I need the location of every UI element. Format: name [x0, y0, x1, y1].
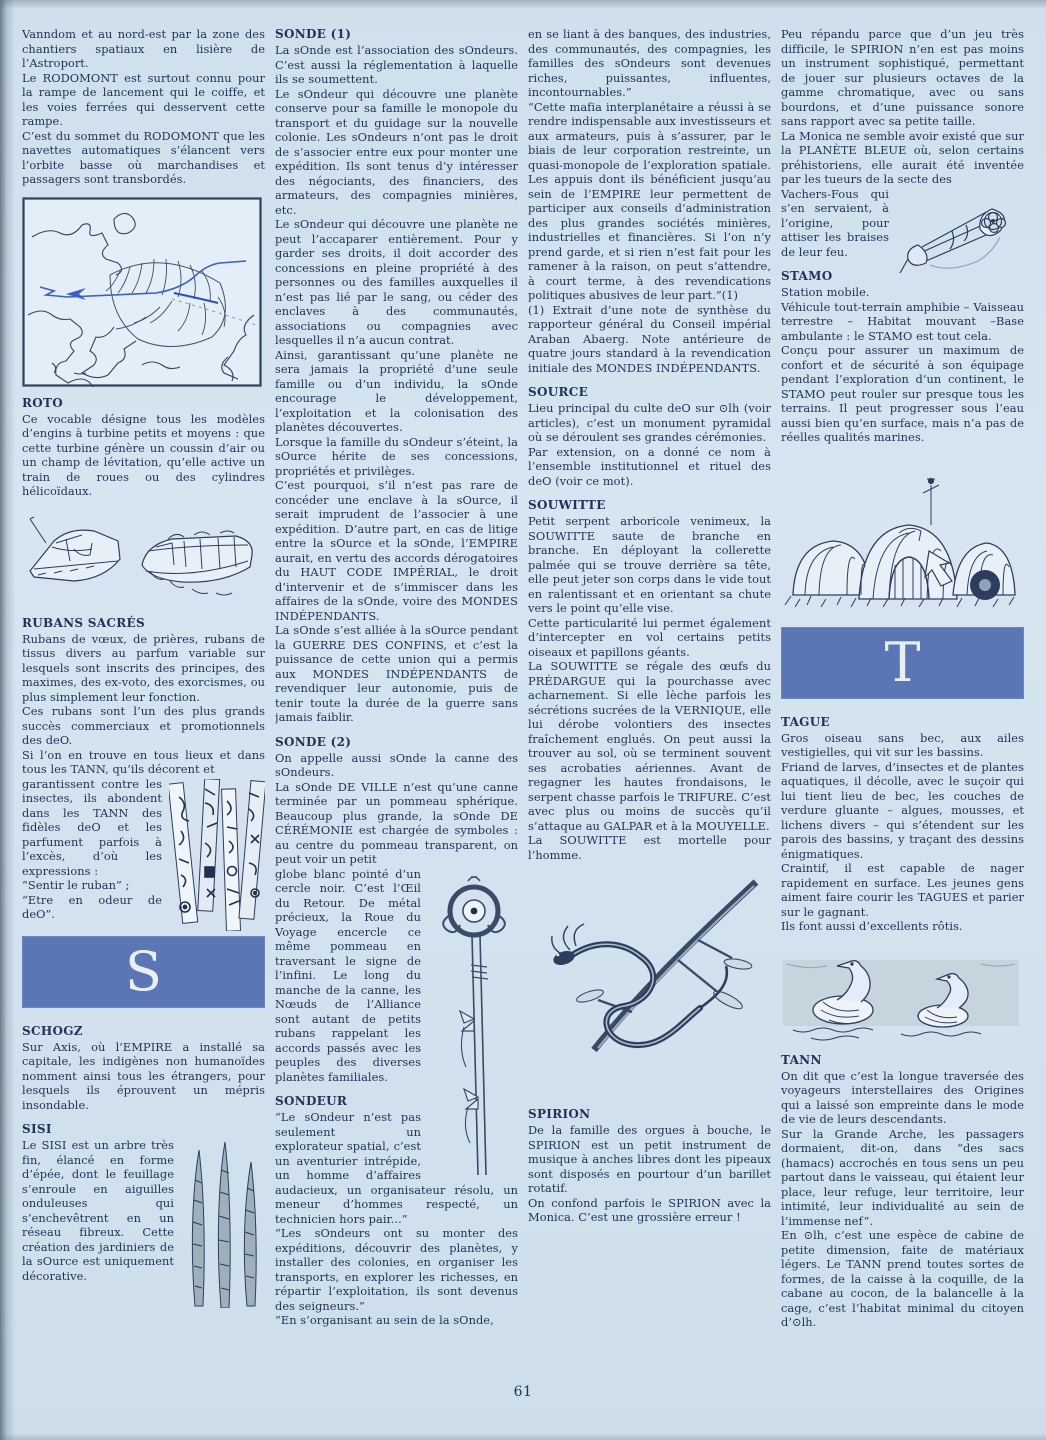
paragraph: On dit que c’est la longue traversée des voyageurs interstellaires des Origines qui a laissé son empreinte dans le mode de vie de leurs descendants.	[781, 1068, 1024, 1126]
paragraph: Vachers-Fous qui s’en servaient, à l’origine, pour attiser les braises de leur feu.	[781, 186, 889, 259]
entry-sonde-2	[275, 735, 518, 1085]
paragraph: Véhicule tout-terrain amphibie – Vaisseau terrestre – Habitat mouvant –Base ambulante : le STAMO est tout cela.	[781, 299, 1024, 343]
text-columns	[22, 27, 1024, 1413]
paragraph: C’est du sommet du RODOMONT que les navettes automatiques s’élancent vers l’orbite basse où marchandises et passagers sont transbordés.	[22, 128, 265, 186]
entry-sisi	[22, 1122, 265, 1283]
entry-tague	[781, 715, 1024, 934]
paragraph: La sOnde est l’association des sOndeurs. C’est aussi la réglementation à laquelle ils se soumettent.	[275, 43, 518, 86]
entry-title: SOUWITTE	[528, 498, 606, 512]
paragraph: “Etre en odeur de deO”.	[22, 892, 162, 921]
paragraph: La SOUWITTE est mortelle pour l’homme.	[528, 833, 771, 862]
letter-t: T	[884, 630, 921, 694]
entry-rubans-sacres	[22, 616, 265, 922]
ceremony-cane-illustration	[428, 869, 518, 1177]
paragraph: garantissent contre les insectes, ils abondent dans les TANN des fidèles deO et les parfument parfois à l’excès, d’où les expressions :	[22, 776, 162, 878]
roto-vehicles-illustration	[22, 509, 265, 607]
entry-roto	[22, 396, 265, 499]
paragraph: Le SISI est un arbre très fin, élancé en forme d’épée, dont le feuillage s’enroule en aiguilles onduleuses qui s’enchevêtrent en un réseau fibreux. Cette création des jardiniers de la sOurce est uniquement décorative.	[22, 1138, 174, 1283]
entry-title: SONDE (1)	[275, 27, 352, 41]
sacred-ribbons-illustration	[169, 779, 265, 931]
paragraph: Ce vocable désigne tous les modèles d’engins à turbine petits et moyens : que cette turbine génère un coussin d’air ou un champ de lévitation, qu’elle active un train de roues ou des cylindres hélicoïdaux.	[22, 411, 265, 498]
paragraph: Si l’on en trouve en tous lieux et dans tous les TANN, qu’ils décorent et	[22, 747, 265, 776]
entry-title: SOURCE	[528, 385, 589, 399]
scan-edge-bottom	[0, 1433, 1046, 1440]
paragraph: Lorsque la famille du sOndeur s’éteint, la sOurce hérite de ses concessions, propriétés et privilèges.	[275, 434, 518, 478]
spirion-instrument-illustration	[896, 189, 1024, 285]
paragraph: Ils font aussi d’excellents rôtis.	[781, 919, 963, 933]
paragraph: Cette particularité lui permet également d’intercepter en vol certains petits oiseaux et papillons géants.	[528, 615, 771, 659]
column-4	[781, 27, 1024, 1413]
entry-title: TANN	[781, 1052, 822, 1067]
paragraph: en se liant à des banques, des industries, des communautés, des compagnies, les familles des sOndeurs sont devenues riches, puissantes, influentes, incontournables.”	[528, 27, 771, 99]
letter-s: S	[124, 939, 163, 1003]
paragraph: Craintif, il est capable de nager rapidement en surface. Les jeunes gens aiment faire courir les TAGUES et parier sur le gagnant.	[781, 861, 1024, 919]
paragraph: Sur Axis, où l’EMPIRE a installé sa capitale, les indigènes non humanoïdes nomment ainsi tous les étrangers, pour lesquels ils éprouvent un mépris insondable.	[22, 1039, 265, 1112]
column-2	[275, 27, 518, 1413]
column-3	[528, 27, 771, 1413]
entry-souwitte	[528, 498, 771, 862]
paragraph: “Le sOndeur n’est pas seulement un explorateur spatial, c’est un aventurier intrépide, un homme d’affaires audacieux, un organisateur résolu, un meneur d’hommes respecté, un technicien hors pair...”	[275, 1110, 518, 1226]
page-number: 61	[513, 1384, 533, 1400]
paragraph: En ⊙lh, c’est une espèce de cabine de petite dimension, faite de matériaux légers. Le TANN prend toutes sortes de formes, de la caisse à la coquille, de la cabane au cocon, de la balancelle à la cage, c’est l’habitat minimal du citoyen d’⊙lh.	[781, 1228, 1024, 1329]
paragraph: La sOnde DE VILLE n’est qu’une canne terminée par un pommeau sphérique. Beaucoup plus grande, la sOnde DE CÉRÉMONIE est chargée de symboles : au centre du pommeau transparent, on peut voir un petit	[275, 779, 518, 866]
entry-tann	[781, 1053, 1024, 1330]
rodomont-map-illustration	[22, 197, 265, 387]
scan-edge-left	[0, 0, 15, 1440]
paragraph: Le RODOMONT est surtout connu pour la rampe de lancement qui le coiffe, et les voies ferrées qui desservent cette rampe.	[22, 70, 265, 128]
entry-sonde-1	[275, 27, 518, 725]
entry-spirion-continuation	[781, 27, 1024, 259]
entry-sondeur-continuation	[528, 27, 771, 375]
paragraph: C’est pourquoi, s’il n’est pas rare de concéder une enclave à la sOurce, il serait imprudent de l’associer à une expédition. D’autre part, en cas de litige entre la sOurce et la sOnde, l’EMPIRE aurait, en vertu des accords dérogatoires du HAUT CODE IMPÉRIAL, le droit d’intervenir et de s’immiscer dans les affaires de la sOnde, voire des MONDES INDÉPENDANTS.	[275, 478, 518, 623]
scan-edge-top	[0, 0, 1046, 9]
paragraph: Petit serpent arboricole venimeux, la SOUWITTE saute de branche en branche. En déployant la collerette palmée qui se trouve derrière sa tête, elle peut jeter son corps dans le vide tout en ralentissant et en orientant sa chute vers le point qu’elle vise.	[528, 514, 771, 615]
entry-rodomont-continuation	[22, 27, 265, 187]
entry-title: TAGUE	[781, 714, 830, 729]
entry-title: SISI	[22, 1122, 52, 1136]
paragraph: Friand de larves, d’insectes et de plantes aquatiques, il décolle, avec le suçoir qui lui tient lieu de bec, les couches de verdure gluante – algues, mousses, et lichens divers – qui s’étendent sur les parois des bassins, y traçant des dessins énigmatiques.	[781, 759, 1024, 861]
letter-band-t	[781, 627, 1024, 699]
paragraph: Vanndom et au nord-est par la zone des chantiers spatiaux en lisière de l’Astroport.	[22, 27, 265, 70]
paragraph: On confond parfois le SPIRION avec la Monica. C’est une grossière erreur !	[528, 1195, 771, 1224]
paragraph: Station mobile.	[781, 285, 870, 299]
paragraph: De la famille des orgues à bouche, le SPIRION est un petit instrument de musique à anches libres dont les pipeaux sont disposés en pourtour d’un barillet rotatif.	[528, 1123, 771, 1195]
paragraph: Ainsi, garantissant qu’une planète ne sera jamais la propriété d’une seule famille ou d’un individu, la sOnde encourage le développement, l’exploitation et la colonisation des planètes découvertes.	[275, 347, 518, 434]
entry-schogz	[22, 1024, 265, 1113]
entry-title: SONDEUR	[275, 1094, 348, 1108]
tague-birds-illustration	[781, 944, 1024, 1044]
paragraph: On appelle aussi sOnde la canne des sOndeurs.	[275, 750, 518, 779]
entry-spirion	[528, 1107, 771, 1225]
paragraph: Le sOndeur qui découvre une planète ne peut l’accaparer entièrement. Pour y garder ses droits, il doit accorder des concessions en pleine propriété à des personnes ou des familles auxquelles il n’est pas lié par le sang, ou céder des enclaves à des communautés, associations ou compagnies avec lesquelles il n’a aucun contrat.	[275, 217, 518, 347]
paragraph: “En s’organisant au sein de la sOnde,	[275, 1313, 494, 1327]
paragraph: Sur la Grande Arche, les passagers dormaient, dit-on, dans “des sacs (hamacs) accrochés en tous sens un peu partout dans le vaisseau, qui étaient leur place, leur refuge, leur territoire, leur intimité, leur individualité au sein de l’immense nef”.	[781, 1126, 1024, 1228]
entry-source	[528, 385, 771, 488]
stamo-vehicle-illustration	[781, 455, 1024, 613]
sisi-trees-illustration	[181, 1140, 265, 1308]
paragraph: La sOnde s’est alliée à la sOurce pendant la GUERRE DES CONFINS, et c’est la puissance de cette union qui a permis aux MONDES INDÉPENDANTS de revendiquer leur autonomie, puis de tenir toute la durée de la guerre sans jamais faiblir.	[275, 623, 518, 724]
paragraph: La SOUWITTE se régale des œufs du PRÉDARGUE qui la pourchasse avec acharnement. Si elle lèche parfois les sécrétions sucrées de la VERNIQUE, elle lui dérobe volontiers des insectes fraîchement englués. On peut aussi la trouver au sol, où se terminent souvent ses acrobaties aériennes. Avant de regagner les hautes frondaisons, le serpent chasse parfois le TRIFURE. C’est avec plus ou moins de succès qu’il s’attaque au GALPAR et à la MOUYELLE.	[528, 659, 771, 833]
paragraph: “Cette mafia interplanétaire a réussi à se rendre indispensable aux investisseurs et aux armateurs, puis à s’assurer, par le biais de leur corporation restreinte, un quasi-monopole de l’exploration spatiale. Les appuis dont ils bénéficient jusqu’au sein de l’EMPIRE leur permettent de participer aux conseils d’administration des plus grandes sociétés minières, industrielles et financières. Si l’on n’y prend garde, et si rien n’est fait pour les ramener à la raison, on peut s’attendre, à court terme, à des revendications politiques abusives de leur part.”(1)	[528, 99, 771, 302]
entry-title: ROTO	[22, 395, 64, 410]
paragraph: Peu répandu parce que d’un jeu très difficile, le SPIRION n’en est pas moins un instrument sophistiqué, permettant de jouer sur plusieurs octaves de la gamme chromatique, avec ou sans bourdons, et d’une puissance sonore sans rapport avec sa petite taille.	[781, 27, 1024, 128]
letter-band-s	[22, 936, 265, 1008]
paragraph: Ces rubans sont l’un des plus grands succès commerciaux et promotionnels des deO.	[22, 704, 265, 747]
entry-title: SCHOGZ	[22, 1023, 83, 1038]
paragraph: Lieu principal du culte deO sur ⊙lh (voir articles), c’est un monument pyramidal où se déroulent ses grandes cérémonies.	[528, 401, 771, 444]
entry-title: SONDE (2)	[275, 734, 352, 749]
paragraph: (1) Extrait d’une note de synthèse du rapporteur général du Conseil impérial Araban Abaerg. Note antérieure de quatre jours standard à la revendication initiale des MONDES INDÉPENDANTS.	[528, 302, 771, 375]
paragraph: Rubans de vœux, de prières, rubans de tissus divers au parfum variable sur lesquels sont inscrits des principes, des maximes, des ex-voto, des exorcismes, ou plus simplement leur fonction.	[22, 631, 265, 704]
paragraph: La Monica ne semble avoir existé que sur la PLANÈTE BLEUE où, selon certains préhistoriens, elle aurait été inventée par les tueurs de la secte des	[781, 128, 1024, 186]
entry-stamo	[781, 269, 1024, 445]
entry-title: RUBANS SACRÉS	[22, 615, 145, 630]
entry-title: STAMO	[781, 269, 833, 283]
souwitte-snake-illustration	[528, 872, 771, 1098]
paragraph: Le sOndeur qui découvre une planète conserve pour sa famille le monopole du transport et du guidage sur la nouvelle colonie. Les sOndeurs n’ont pas le droit de s’associer entre eux pour monter une expédition. Ils sont tenus d’y intéresser des négociants, des financiers, des armateurs, des compagnies minières, etc.	[275, 86, 518, 217]
column-1	[22, 27, 265, 1413]
paragraph: Gros oiseau sans bec, aux ailes vestigielles, qui vit sur les bassins.	[781, 730, 1024, 759]
paragraph: Conçu pour assurer un maximum de confort et de sécurité à son équipage pendant l’exploration d’un continent, le STAMO peut rouler sur presque tous les terrains. Il peut progresser sous l’eau aussi bien qu’en surface, mais n’a pas de réelles qualités marines.	[781, 343, 1024, 444]
paragraph: Par extension, on a donné ce nom à l’ensemble institutionnel et rituel des deO (voir ce mot).	[528, 444, 771, 488]
paragraph: “Les sOndeurs ont su monter des expéditions, découvrir des planètes, y installer des colonies, en organiser les transports, en explorer les richesses, en répartir l’exploitation, ils sont devenus des seigneurs.”	[275, 1226, 518, 1313]
paragraph: “Sentir le ruban” ;	[22, 878, 130, 892]
paragraph: globe blanc pointé d’un cercle noir. C’est l’Œil du Retour. De métal précieux, la Roue du Voyage encercle ce même pommeau en traversant le signe de l’infini. Le long du manche de la canne, les Nœuds de l’Alliance sont autant de petits rubans rappelant les accords passés avec les peuples des diverses planètes familiales.	[275, 866, 421, 1084]
entry-title: SPIRION	[528, 1107, 591, 1121]
